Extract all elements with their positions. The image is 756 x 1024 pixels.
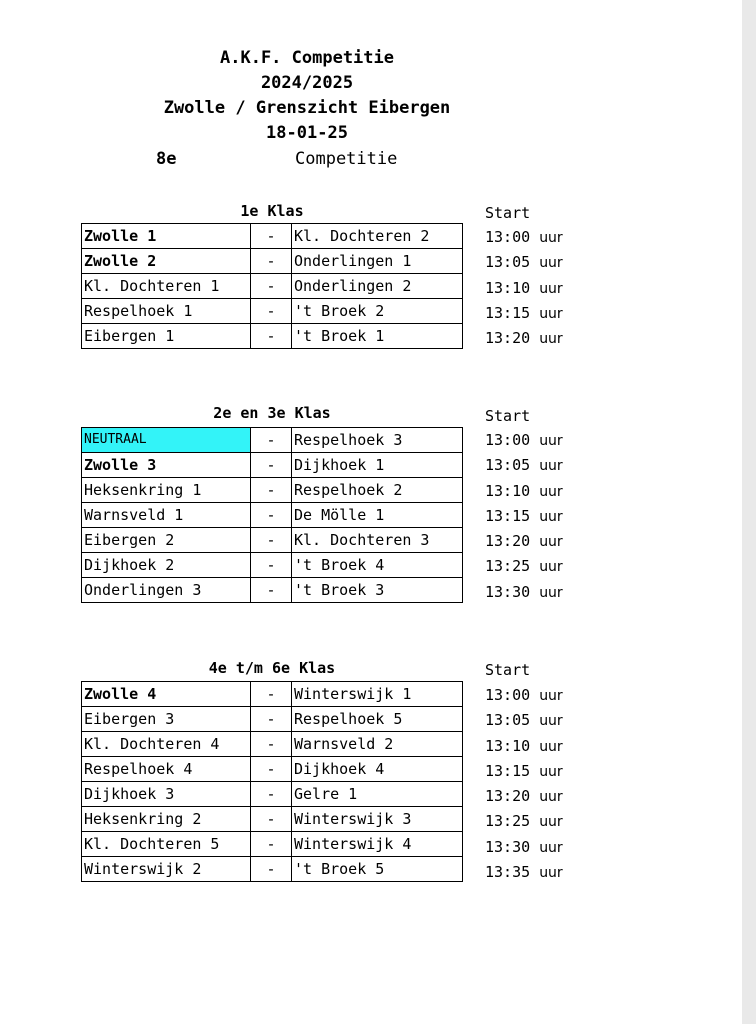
match-row bbox=[82, 528, 463, 553]
home-team-cell: Kl. Dochteren 1 bbox=[82, 274, 251, 299]
time-unit: uur bbox=[539, 458, 563, 475]
time-value: 13:10 bbox=[485, 736, 531, 755]
separator-cell: - bbox=[251, 299, 292, 324]
match-row bbox=[82, 832, 463, 857]
away-team-cell: Kl. Dochteren 3 bbox=[292, 528, 463, 553]
match-row bbox=[82, 503, 463, 528]
separator-cell: - bbox=[251, 732, 292, 757]
season: 2024/2025 bbox=[260, 73, 354, 93]
start-time bbox=[485, 554, 563, 579]
separator-cell: - bbox=[251, 224, 292, 249]
time-value: 13:35 bbox=[485, 863, 531, 882]
away-team-cell: Onderlingen 2 bbox=[292, 274, 463, 299]
match-row bbox=[82, 553, 463, 578]
time-unit: uur bbox=[539, 534, 563, 551]
away-team-cell: Dijkhoek 4 bbox=[292, 757, 463, 782]
time-value: 13:10 bbox=[485, 278, 531, 297]
round-number: 8e bbox=[156, 149, 177, 169]
away-team-cell: Onderlingen 1 bbox=[292, 249, 463, 274]
section-title: 2e en 3e Klas bbox=[213, 404, 331, 422]
time-unit: uur bbox=[539, 688, 563, 704]
time-value: 13:15 bbox=[485, 761, 531, 780]
start-label: Start bbox=[485, 661, 531, 679]
match-row bbox=[82, 453, 463, 478]
home-team-cell: Heksenkring 1 bbox=[82, 478, 251, 503]
start-time bbox=[485, 250, 563, 275]
time-unit: uur bbox=[539, 738, 563, 755]
time-value: 13:20 bbox=[485, 329, 531, 348]
away-team-cell: Gelre 1 bbox=[292, 782, 463, 807]
match-row bbox=[82, 478, 463, 503]
separator-cell: - bbox=[251, 782, 292, 807]
time-unit: uur bbox=[539, 230, 563, 246]
match-row bbox=[82, 249, 463, 274]
home-team-cell: Eibergen 1 bbox=[82, 324, 251, 349]
separator-cell: - bbox=[251, 707, 292, 732]
home-team-cell: Dijkhoek 2 bbox=[82, 553, 251, 578]
time-value: 13:25 bbox=[485, 812, 531, 831]
start-time bbox=[485, 683, 563, 708]
start-times bbox=[485, 683, 563, 885]
time-unit: uur bbox=[539, 305, 563, 322]
home-team-cell: Respelhoek 4 bbox=[82, 757, 251, 782]
separator-cell: - bbox=[251, 553, 292, 578]
match-row bbox=[82, 299, 463, 324]
match-row bbox=[82, 757, 463, 782]
start-times bbox=[485, 225, 563, 351]
away-team-cell: Winterswijk 1 bbox=[292, 682, 463, 707]
match-date: 18-01-25 bbox=[266, 123, 348, 143]
match-table bbox=[81, 427, 463, 603]
start-times bbox=[485, 428, 563, 605]
start-time bbox=[485, 734, 563, 759]
separator-cell: - bbox=[251, 757, 292, 782]
away-team-cell: Respelhoek 5 bbox=[292, 707, 463, 732]
match-rows bbox=[82, 682, 463, 882]
start-time bbox=[485, 708, 563, 733]
start-time bbox=[485, 225, 563, 250]
start-time bbox=[485, 580, 563, 605]
time-value: 13:25 bbox=[485, 557, 531, 576]
time-value: 13:00 bbox=[485, 228, 531, 246]
match-row bbox=[82, 578, 463, 603]
match-row bbox=[82, 682, 463, 707]
home-team-cell: Heksenkring 2 bbox=[82, 807, 251, 832]
start-time bbox=[485, 301, 563, 326]
match-rows bbox=[82, 224, 463, 349]
home-team-cell: Kl. Dochteren 5 bbox=[82, 832, 251, 857]
time-value: 13:05 bbox=[485, 456, 531, 475]
time-value: 13:00 bbox=[485, 686, 531, 704]
match-row bbox=[82, 707, 463, 732]
away-team-cell: Kl. Dochteren 2 bbox=[292, 224, 463, 249]
start-time bbox=[485, 504, 563, 529]
match-row bbox=[82, 324, 463, 349]
away-team-cell: De Mölle 1 bbox=[292, 503, 463, 528]
match-table bbox=[81, 681, 463, 882]
home-team-cell: Eibergen 3 bbox=[82, 707, 251, 732]
start-label: Start bbox=[485, 204, 531, 222]
start-time bbox=[485, 428, 563, 453]
home-team-cell: Zwolle 2 bbox=[82, 249, 251, 274]
time-value: 13:30 bbox=[485, 837, 531, 856]
time-unit: uur bbox=[539, 483, 563, 500]
match-row bbox=[82, 224, 463, 249]
separator-cell: - bbox=[251, 478, 292, 503]
time-value: 13:10 bbox=[485, 481, 531, 500]
time-unit: uur bbox=[539, 331, 563, 348]
section-title: 1e Klas bbox=[240, 202, 304, 220]
start-time bbox=[485, 453, 563, 478]
separator-cell: - bbox=[251, 249, 292, 274]
match-rows bbox=[82, 428, 463, 603]
away-team-cell: Respelhoek 3 bbox=[292, 428, 463, 453]
start-time bbox=[485, 860, 563, 885]
start-time bbox=[485, 479, 563, 504]
separator-cell: - bbox=[251, 857, 292, 882]
start-time bbox=[485, 529, 563, 554]
home-team-cell: NEUTRAAL bbox=[82, 428, 251, 453]
separator-cell: - bbox=[251, 428, 292, 453]
away-team-cell: 't Broek 3 bbox=[292, 578, 463, 603]
separator-cell: - bbox=[251, 807, 292, 832]
time-value: 13:20 bbox=[485, 532, 531, 551]
venue: Zwolle / Grenszicht Eibergen bbox=[163, 98, 451, 118]
doc-title: A.K.F. Competitie bbox=[220, 48, 394, 68]
time-value: 13:15 bbox=[485, 506, 531, 525]
away-team-cell: Respelhoek 2 bbox=[292, 478, 463, 503]
home-team-cell: Eibergen 2 bbox=[82, 528, 251, 553]
time-unit: uur bbox=[539, 789, 563, 806]
home-team-cell: Dijkhoek 3 bbox=[82, 782, 251, 807]
separator-cell: - bbox=[251, 578, 292, 603]
time-value: 13:00 bbox=[485, 431, 531, 449]
separator-cell: - bbox=[251, 453, 292, 478]
time-unit: uur bbox=[539, 713, 563, 730]
start-label: Start bbox=[485, 407, 531, 425]
start-time bbox=[485, 759, 563, 784]
home-team-cell: Kl. Dochteren 4 bbox=[82, 732, 251, 757]
time-value: 13:20 bbox=[485, 787, 531, 806]
away-team-cell: Winterswijk 4 bbox=[292, 832, 463, 857]
time-unit: uur bbox=[539, 559, 563, 576]
time-unit: uur bbox=[539, 763, 563, 780]
time-unit: uur bbox=[539, 584, 563, 601]
match-row bbox=[82, 274, 463, 299]
match-row bbox=[82, 732, 463, 757]
away-team-cell: Winterswijk 3 bbox=[292, 807, 463, 832]
home-team-cell: Respelhoek 1 bbox=[82, 299, 251, 324]
away-team-cell: 't Broek 2 bbox=[292, 299, 463, 324]
start-time bbox=[485, 809, 563, 834]
match-row bbox=[82, 428, 463, 453]
home-team-cell: Warnsveld 1 bbox=[82, 503, 251, 528]
match-row bbox=[82, 782, 463, 807]
home-team-cell: Zwolle 3 bbox=[82, 453, 251, 478]
time-unit: uur bbox=[539, 508, 563, 525]
time-value: 13:05 bbox=[485, 253, 531, 272]
away-team-cell: Warnsveld 2 bbox=[292, 732, 463, 757]
time-value: 13:30 bbox=[485, 582, 531, 601]
home-team-cell: Zwolle 1 bbox=[82, 224, 251, 249]
separator-cell: - bbox=[251, 274, 292, 299]
time-unit: uur bbox=[539, 839, 563, 856]
home-team-cell: Winterswijk 2 bbox=[82, 857, 251, 882]
home-team-cell: Zwolle 4 bbox=[82, 682, 251, 707]
start-time bbox=[485, 835, 563, 860]
away-team-cell: 't Broek 1 bbox=[292, 324, 463, 349]
time-value: 13:05 bbox=[485, 711, 531, 730]
time-unit: uur bbox=[539, 814, 563, 831]
separator-cell: - bbox=[251, 832, 292, 857]
home-team-cell: Onderlingen 3 bbox=[82, 578, 251, 603]
time-unit: uur bbox=[539, 280, 563, 297]
time-unit: uur bbox=[539, 865, 563, 882]
separator-cell: - bbox=[251, 682, 292, 707]
away-team-cell: Dijkhoek 1 bbox=[292, 453, 463, 478]
separator-cell: - bbox=[251, 324, 292, 349]
separator-cell: - bbox=[251, 528, 292, 553]
match-row bbox=[82, 807, 463, 832]
away-team-cell: 't Broek 4 bbox=[292, 553, 463, 578]
match-row bbox=[82, 857, 463, 882]
time-unit: uur bbox=[539, 433, 563, 449]
separator-cell: - bbox=[251, 503, 292, 528]
match-table bbox=[81, 223, 463, 349]
round-label: Competitie bbox=[295, 149, 398, 169]
start-time bbox=[485, 326, 563, 351]
time-value: 13:15 bbox=[485, 303, 531, 322]
time-unit: uur bbox=[539, 255, 563, 272]
away-team-cell: 't Broek 5 bbox=[292, 857, 463, 882]
start-time bbox=[485, 276, 563, 301]
section-title: 4e t/m 6e Klas bbox=[208, 659, 336, 677]
start-time bbox=[485, 784, 563, 809]
